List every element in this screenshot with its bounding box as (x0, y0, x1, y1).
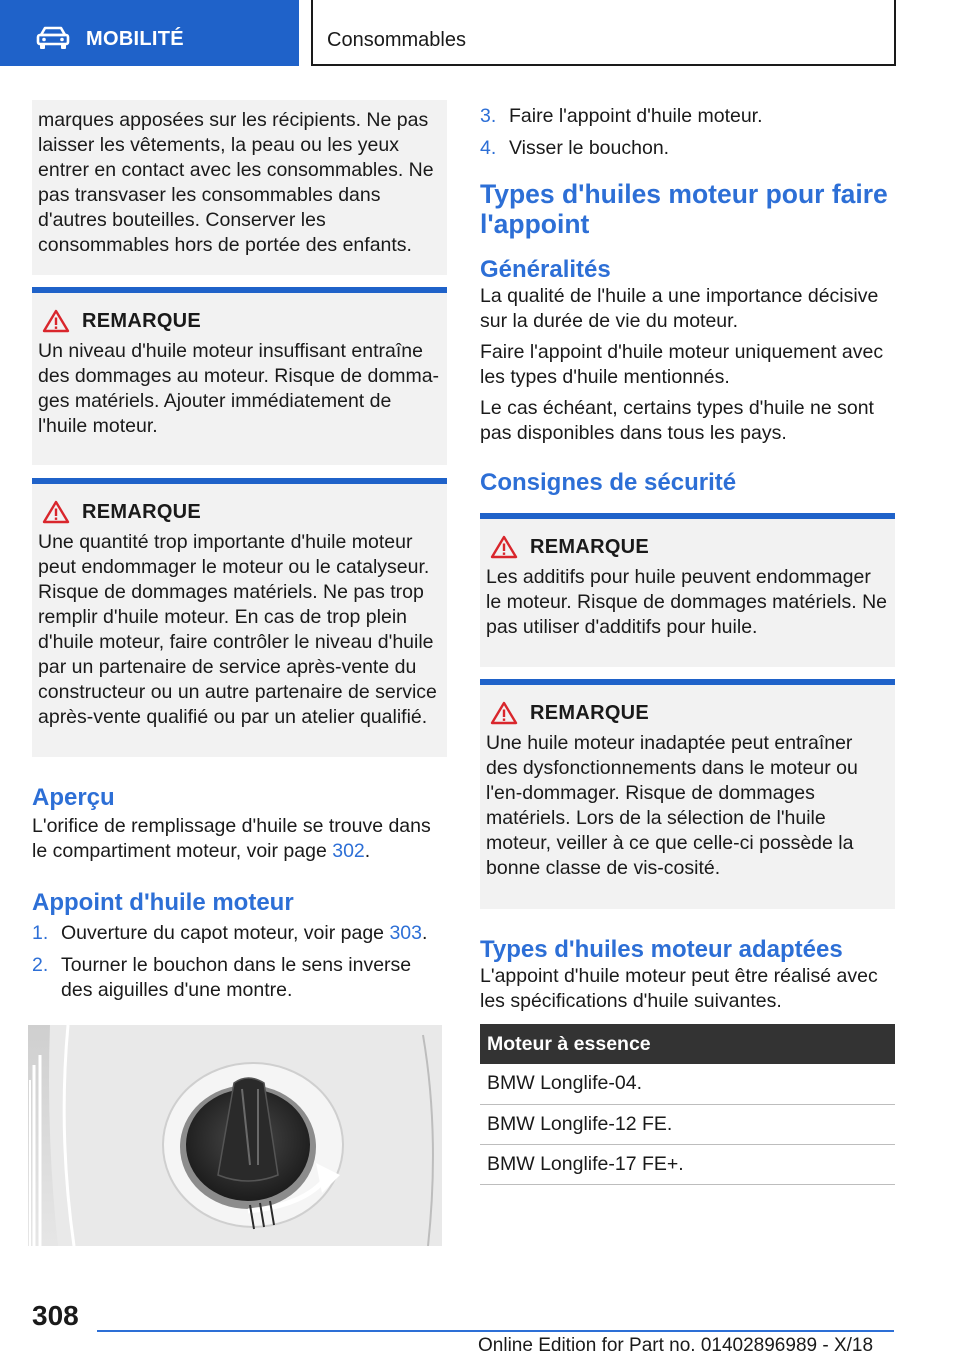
list-item (32, 953, 447, 1003)
intro-box (32, 100, 447, 275)
notice-text: Une quantité trop importante d'huile moteur peut endommager le moteur ou le catalyseur. Risque de dommages matériels. Ne pas trop remplir d'huile moteur. En cas de trop plein d'huile moteur, faire contrôler le niveau d'huile par un partenaire de service après-vente du constructeur ou un autre partenaire de service après-vente qualifié ou par un atelier qualifié. (38, 531, 437, 728)
heading-appoint: Appoint d'huile moteur (32, 889, 294, 916)
table-row (480, 1064, 895, 1104)
table-header-cell: Moteur à essence (480, 1024, 895, 1064)
section-tab[interactable] (0, 0, 299, 66)
generalites-p2: Faire l'appoint d'huile moteur uniquement avec les types d'huile mentionnés. (480, 341, 884, 388)
oil-spec-table (480, 1024, 895, 1185)
apercu-text-body: L'orifice de remplissage d'huile se trouve dans le compartiment moteur, voir page (32, 815, 431, 862)
generalites-p1: La qualité de l'huile a une importance décisive sur la durée de vie du moteur. (480, 285, 879, 332)
warning-triangle-icon (42, 500, 70, 524)
section-label: MOBILITÉ (86, 28, 184, 50)
generalites-p3: Le cas échéant, certains types d'huile ne sont pas disponibles dans tous les pays. (480, 397, 874, 444)
step-text: Tourner le bouchon dans le sens inverse des aiguilles d'une montre. (61, 954, 412, 1001)
notice-text: Un niveau d'huile moteur insuffisant entraîne des dommages au moteur. Risque de domma-ges matériels. Ajouter immédiatement de l'huile moteur. (38, 340, 440, 437)
apercu-text-end: . (364, 840, 371, 862)
heading-apercu: Aperçu (32, 784, 115, 811)
step-text-body: Ouverture du capot moteur, voir page (61, 922, 390, 944)
warning-triangle-icon (490, 701, 518, 725)
notice-title: REMARQUE (530, 701, 650, 724)
footer-edition: Online Edition for Part no. 01402896989 - X/18 (478, 1335, 874, 1356)
step-number: 1. (32, 922, 49, 944)
step-text: Faire l'appoint d'huile moteur. (509, 105, 763, 127)
steps-list-left (32, 921, 447, 1003)
step-number: 2. (32, 954, 49, 976)
page-link-303[interactable]: 303 (389, 922, 422, 944)
notice-header (486, 701, 889, 725)
notice-insufficient-oil (32, 287, 447, 465)
notice-overfill-oil (32, 478, 447, 757)
warning-triangle-icon (42, 309, 70, 333)
list-item (32, 921, 447, 946)
notice-header (38, 309, 441, 333)
right-column (480, 104, 895, 1185)
heading-types-huiles: Types d'huiles moteur pour faire l'appoint (480, 179, 888, 239)
page-number: 308 (32, 1300, 79, 1331)
notice-title: REMARQUE (82, 500, 202, 523)
notice-title: REMARQUE (82, 309, 202, 332)
step-text: Visser le bouchon. (509, 137, 670, 159)
step-number: 3. (480, 105, 497, 127)
table-header-row (480, 1024, 895, 1064)
warning-triangle-icon (490, 535, 518, 559)
page-header (0, 0, 960, 66)
step-text (61, 921, 427, 946)
table-cell: BMW Longlife-12 FE. (480, 1104, 895, 1144)
list-item (480, 104, 895, 129)
heading-consignes: Consignes de sécurité (480, 469, 737, 496)
apercu-text (32, 814, 447, 864)
intro-text: marques apposées sur les récipients. Ne pas laisser les vêtements, la peau ou les yeux entrer en contact avec les consommables. Ne pas transvaser les consommables dans d'autres bouteilles. Conserver les consommables hors de portée des enfants. (38, 109, 434, 256)
notice-header (486, 535, 889, 559)
steps-list-right (480, 104, 895, 161)
car-icon (36, 26, 70, 50)
table-row (480, 1104, 895, 1144)
notice-title: REMARQUE (530, 535, 650, 558)
notice-text: Les additifs pour huile peuvent endommager le moteur. Risque de dommages matériels. Ne pas utiliser d'additifs pour huile. (486, 566, 888, 638)
chapter-label: Consommables (327, 29, 466, 51)
adaptees-text: L'appoint d'huile moteur peut être réalisé avec les spécifications d'huile suivantes. (480, 965, 878, 1012)
table-cell: BMW Longlife-04. (480, 1064, 895, 1104)
table-row (480, 1144, 895, 1184)
page-link-302[interactable]: 302 (332, 840, 365, 862)
heading-generalites: Généralités (480, 256, 611, 283)
notice-oil-additives (480, 513, 895, 667)
footer-divider (97, 1330, 894, 1332)
step-number: 4. (480, 137, 497, 159)
heading-adaptees: Types d'huiles moteur adaptées (480, 936, 843, 963)
notice-text: Une huile moteur inadaptée peut entraîner des dysfonctionnements dans le moteur ou l'en-dommager. Risque de dommages matériels. Lors de la sélection de l'huile moteur, veiller à ce que celle-ci possède la bonne classe de vis-cosité. (486, 732, 858, 879)
oil-filler-cap-image (28, 1025, 442, 1246)
left-column (32, 100, 447, 1010)
chapter-box (311, 0, 896, 66)
notice-header (38, 500, 441, 524)
table-cell: BMW Longlife-17 FE+. (480, 1144, 895, 1184)
notice-unsuitable-oil (480, 679, 895, 909)
step-text-end: . (421, 922, 428, 944)
list-item (480, 136, 895, 161)
